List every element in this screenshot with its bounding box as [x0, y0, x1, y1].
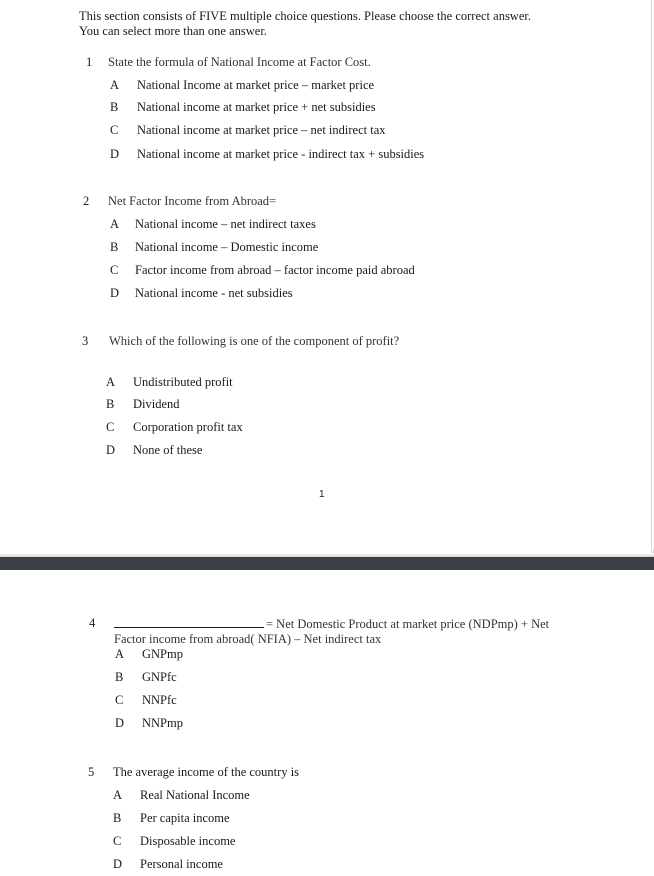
answer-blank[interactable]: [114, 617, 264, 632]
question-text: State the formula of National Income at Factor Cost.: [108, 55, 371, 69]
question-text: Which of the following is one of the component of profit?: [109, 334, 400, 348]
option-b[interactable]: Dividend: [133, 397, 180, 411]
option-b[interactable]: Per capita income: [140, 811, 230, 825]
option-letter: B: [115, 670, 124, 684]
option-letter: A: [106, 375, 116, 389]
option-c[interactable]: Corporation profit tax: [133, 420, 243, 434]
option-d[interactable]: NNPmp: [142, 716, 183, 730]
option-letter: B: [106, 397, 115, 411]
option-c[interactable]: NNPfc: [142, 693, 177, 707]
option-letter: C: [106, 420, 115, 434]
option-c[interactable]: Disposable income: [140, 834, 236, 848]
option-c[interactable]: National income at market price – net indirect tax: [137, 123, 386, 137]
option-b[interactable]: National income at market price + net subsidies: [137, 100, 376, 114]
question-text-line-2: Factor income from abroad( NFIA) – Net indirect tax: [114, 632, 382, 646]
option-letter: D: [110, 286, 120, 300]
option-letter: D: [113, 857, 123, 871]
instructions-line-2: You can select more than one answer.: [79, 24, 267, 38]
option-letter: A: [113, 788, 123, 802]
question-number: 4: [89, 616, 96, 630]
option-a[interactable]: Undistributed profit: [133, 375, 233, 389]
option-a[interactable]: National Income at market price – market price: [137, 78, 375, 92]
question-number: 5: [88, 765, 95, 779]
option-letter: D: [106, 443, 116, 457]
option-letter: A: [110, 78, 120, 92]
option-d[interactable]: None of these: [133, 443, 203, 457]
option-a[interactable]: GNPmp: [142, 647, 183, 661]
question-number: 3: [82, 334, 89, 348]
option-d[interactable]: National income - net subsidies: [135, 286, 293, 300]
option-c[interactable]: Factor income from abroad – factor income paid abroad: [135, 263, 415, 277]
option-letter: B: [113, 811, 122, 825]
question-text-line-1: = Net Domestic Product at market price (NDPmp) + Net: [266, 617, 550, 631]
option-d[interactable]: Personal income: [140, 857, 223, 871]
option-b[interactable]: GNPfc: [142, 670, 177, 684]
question-number: 2: [83, 194, 90, 208]
option-a[interactable]: Real National Income: [140, 788, 250, 802]
option-letter: A: [115, 647, 125, 661]
option-letter: B: [110, 100, 119, 114]
option-d[interactable]: National income at market price - indirect tax + subsidies: [137, 147, 425, 161]
option-letter: A: [110, 217, 120, 231]
page-number: 1: [319, 489, 325, 500]
page-break: [0, 557, 654, 570]
instructions-line-1: This section consists of FIVE multiple choice questions. Please choose the correct answer.: [79, 9, 531, 23]
instructions: [79, 9, 531, 39]
option-letter: C: [110, 263, 119, 277]
option-letter: B: [110, 240, 119, 254]
option-b[interactable]: National income – Domestic income: [135, 240, 319, 254]
question-text: The average income of the country is: [113, 765, 300, 779]
option-letter: D: [115, 716, 125, 730]
option-letter: C: [110, 123, 119, 137]
question-text: Net Factor Income from Abroad=: [108, 194, 277, 208]
option-letter: C: [115, 693, 124, 707]
option-letter: D: [110, 147, 120, 161]
option-letter: C: [113, 834, 122, 848]
option-a[interactable]: National income – net indirect taxes: [135, 217, 316, 231]
question-number: 1: [86, 55, 93, 69]
